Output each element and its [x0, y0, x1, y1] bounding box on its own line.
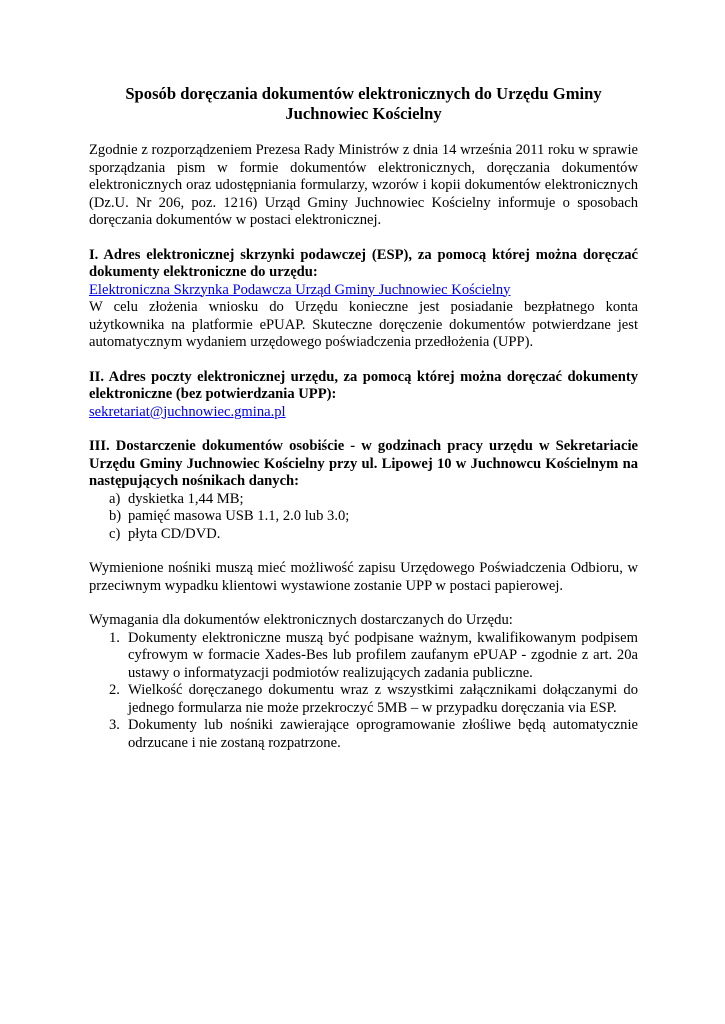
list-item-text: dyskietka 1,44 MB;: [128, 490, 244, 507]
section-personal: [89, 438, 638, 543]
spacer: [89, 421, 638, 438]
list-marker: c): [109, 525, 121, 542]
spacer: [89, 595, 638, 612]
section-email-heading: II. Adres poczty elektronicznej urzędu, za pomocą której można doręczać dokumenty elektroniczne (bez potwierdzania UPP):: [89, 368, 638, 402]
list-item: [89, 491, 638, 509]
email-link[interactable]: sekretariat@juchnowiec.gmina.pl: [89, 403, 286, 420]
list-item-text: Dokumenty elektroniczne muszą być podpisane ważnym, kwalifikowanym podpisem cyfrowym w formacie Xades-Bes lub profilem zaufanym ePUAP - zgodnie z art. 20a ustawy o informatyzacji podmiotów realizujących zadania publiczne.: [128, 629, 638, 681]
media-note: Wymienione nośniki muszą mieć możliwość zapisu Urzędowego Poświadczenia Odbioru, w przeciwnym wypadku klientowi wystawione zostanie UPP w postaci papierowej.: [89, 560, 638, 594]
section-email: [89, 369, 638, 422]
list-item: [89, 682, 638, 717]
list-marker: b): [109, 508, 122, 524]
section-requirements: [89, 612, 638, 752]
list-item-text: Wielkość doręczanego dokumentu wraz z wszystkimi załącznikami dołączanymi do jednego formularza nie może przekroczyć 5MB – w przypadku doręczania via ESP.: [128, 682, 638, 716]
list-item: [89, 717, 638, 752]
section-esp: [89, 247, 638, 352]
requirements-list: [89, 630, 638, 753]
requirements-intro: Wymagania dla dokumentów elektronicznych dostarczanych do Urzędu:: [89, 612, 513, 628]
document-title: Sposób doręczania dokumentów elektronicznych do Urzędu Gminy Juchnowiec Kościelny: [125, 84, 602, 123]
section-esp-heading: I. Adres elektronicznej skrzynki podawczej (ESP), za pomocą której można doręczać dokumenty elektroniczne do urzędu:: [89, 246, 638, 280]
list-item: [89, 526, 638, 544]
list-marker: a): [109, 490, 121, 507]
section-personal-heading: III. Dostarczenie dokumentów osobiście - w godzinach pracy urzędu w Sekretariacie Urzędu Gminy Juchnowiec Kościelny przy ul. Lipowej 10 w Juchnowcu Kościelnym na następujących nośnikach danych:: [89, 438, 638, 489]
list-marker: 2.: [109, 682, 120, 698]
list-item: [89, 508, 638, 526]
list-item-text: płyta CD/DVD.: [128, 525, 221, 542]
list-item-text: pamięć masowa USB 1.1, 2.0 lub 3.0;: [128, 508, 350, 524]
spacer: [89, 230, 638, 247]
list-item-text: Dokumenty lub nośniki zawierające oprogramowanie złośliwe będą automatycznie odrzucane i nie zostaną rozpatrzone.: [128, 717, 638, 751]
list-item: [89, 630, 638, 683]
document-page: [89, 84, 638, 752]
esp-link[interactable]: Elektroniczna Skrzynka Podawcza Urząd Gminy Juchnowiec Kościelny: [89, 281, 511, 298]
list-marker: 3.: [109, 717, 120, 733]
spacer: [89, 352, 638, 369]
list-marker: 1.: [109, 629, 120, 646]
spacer: [89, 543, 638, 560]
intro-paragraph: Zgodnie z rozporządzeniem Prezesa Rady Ministrów z dnia 14 września 2011 roku w sprawie sporządzania pism w formie dokumentów elektronicznych, doręczania dokumentów elektronicznych oraz udostępniania formularzy, wzorów i kopii dokumentów elektronicznych (Dz.U. Nr 206, poz. 1216) Urząd Gminy Juchnowiec Kościelny informuje o sposobach doręczania dokumentów w postaci elektronicznej.: [89, 142, 638, 228]
section-esp-body: W celu złożenia wniosku do Urzędu konieczne jest posiadanie bezpłatnego konta użytkownika na platformie ePUAP. Skuteczne doręczenie dokumentów potwierdzane jest automatycznym wydaniem urzędowego poświadczenia przedłożenia (UPP).: [89, 299, 638, 350]
media-list: [89, 491, 638, 544]
